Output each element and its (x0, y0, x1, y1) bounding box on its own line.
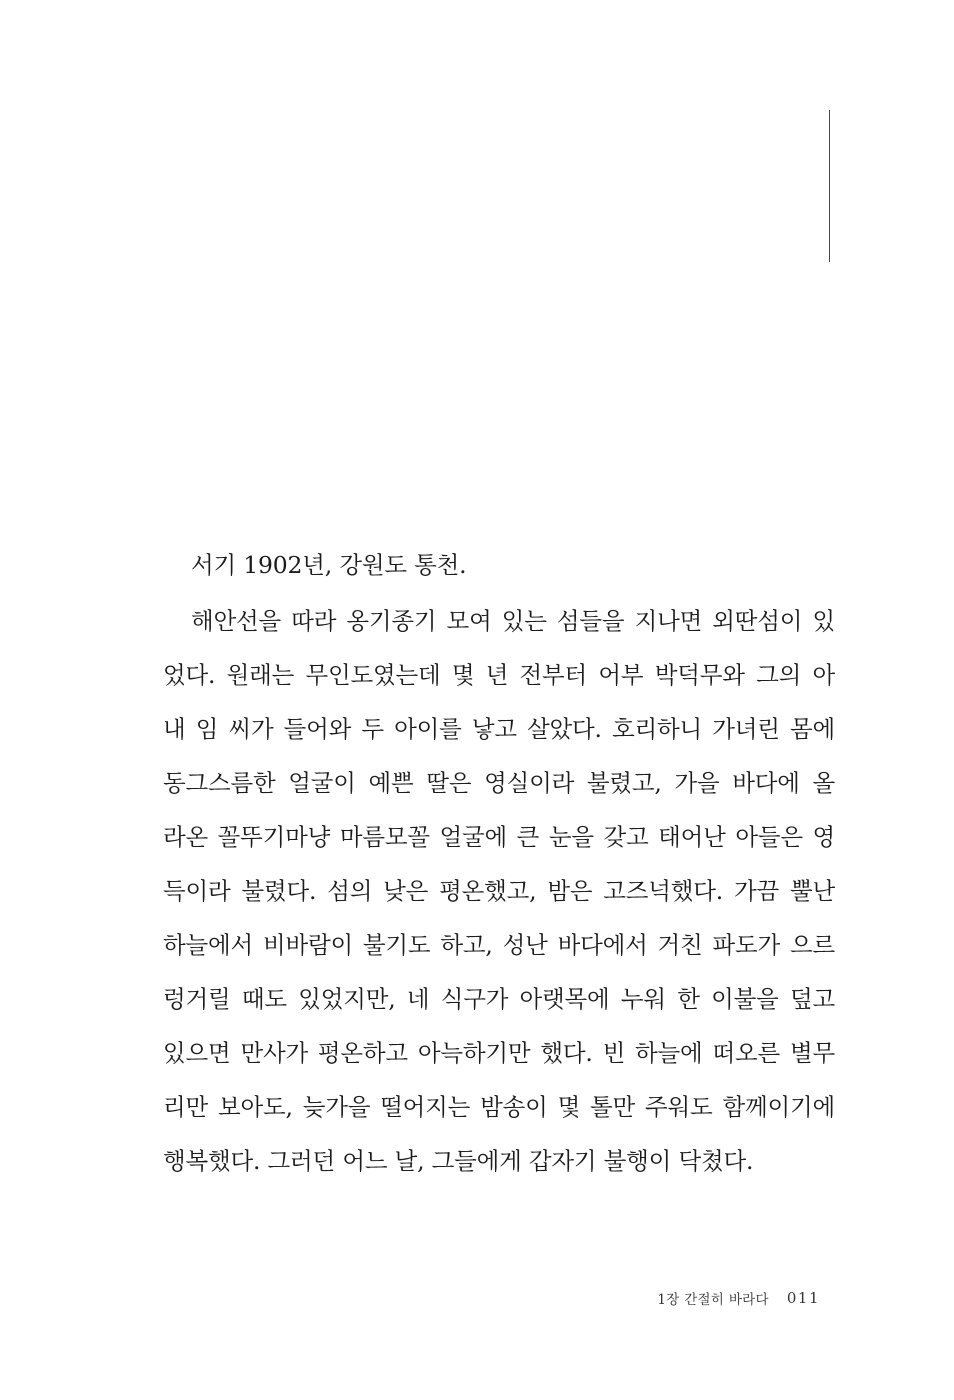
paragraph-line: 라온 꼴뚜기마냥 마름모꼴 얼굴에 큰 눈을 갖고 태어난 아들은 영 (163, 823, 835, 851)
running-footer (657, 1284, 820, 1312)
body-text (163, 538, 835, 1188)
paragraph-line-last: 행복했다. 그러던 어느 날, 그들에게 갑자기 불행이 닥쳤다. (163, 1147, 754, 1175)
paragraph-line: 었다. 원래는 무인도였는데 몇 년 전부터 어부 박덕무와 그의 아 (163, 661, 835, 689)
paragraph-line: 있으면 만사가 평온하고 아늑하기만 했다. 빈 하늘에 떠오른 별무 (163, 1039, 835, 1067)
paragraph-line: 리만 보아도, 늦가을 떨어지는 밤송이 몇 톨만 주워도 함께이기에 (163, 1093, 835, 1121)
paragraph-line: 동그스름한 얼굴이 예쁜 딸은 영실이라 불렸고, 가을 바다에 올 (163, 769, 835, 797)
paragraph-line: 하늘에서 비바람이 불기도 하고, 성난 바다에서 거친 파도가 으르 (163, 931, 835, 959)
page-number: 011 (786, 1289, 820, 1307)
paragraph-line: 득이라 불렸다. 섬의 낮은 평온했고, 밤은 고즈넉했다. 가끔 뿔난 (163, 877, 835, 905)
paragraph-line: 해안선을 따라 옹기종기 모여 있는 섬들을 지나면 외딴섬이 있 (191, 607, 835, 635)
opening-line: 서기 1902년, 강원도 통천. (191, 551, 467, 579)
margin-rule (829, 110, 830, 262)
chapter-title: 1장 간절히 바라다 (657, 1292, 769, 1308)
paragraph-line: 렁거릴 때도 있었지만, 네 식구가 아랫목에 누워 한 이불을 덮고 (163, 985, 835, 1013)
paragraph-line: 내 임 씨가 들어와 두 아이를 낳고 살았다. 호리하니 가녀린 몸에 (163, 715, 835, 743)
